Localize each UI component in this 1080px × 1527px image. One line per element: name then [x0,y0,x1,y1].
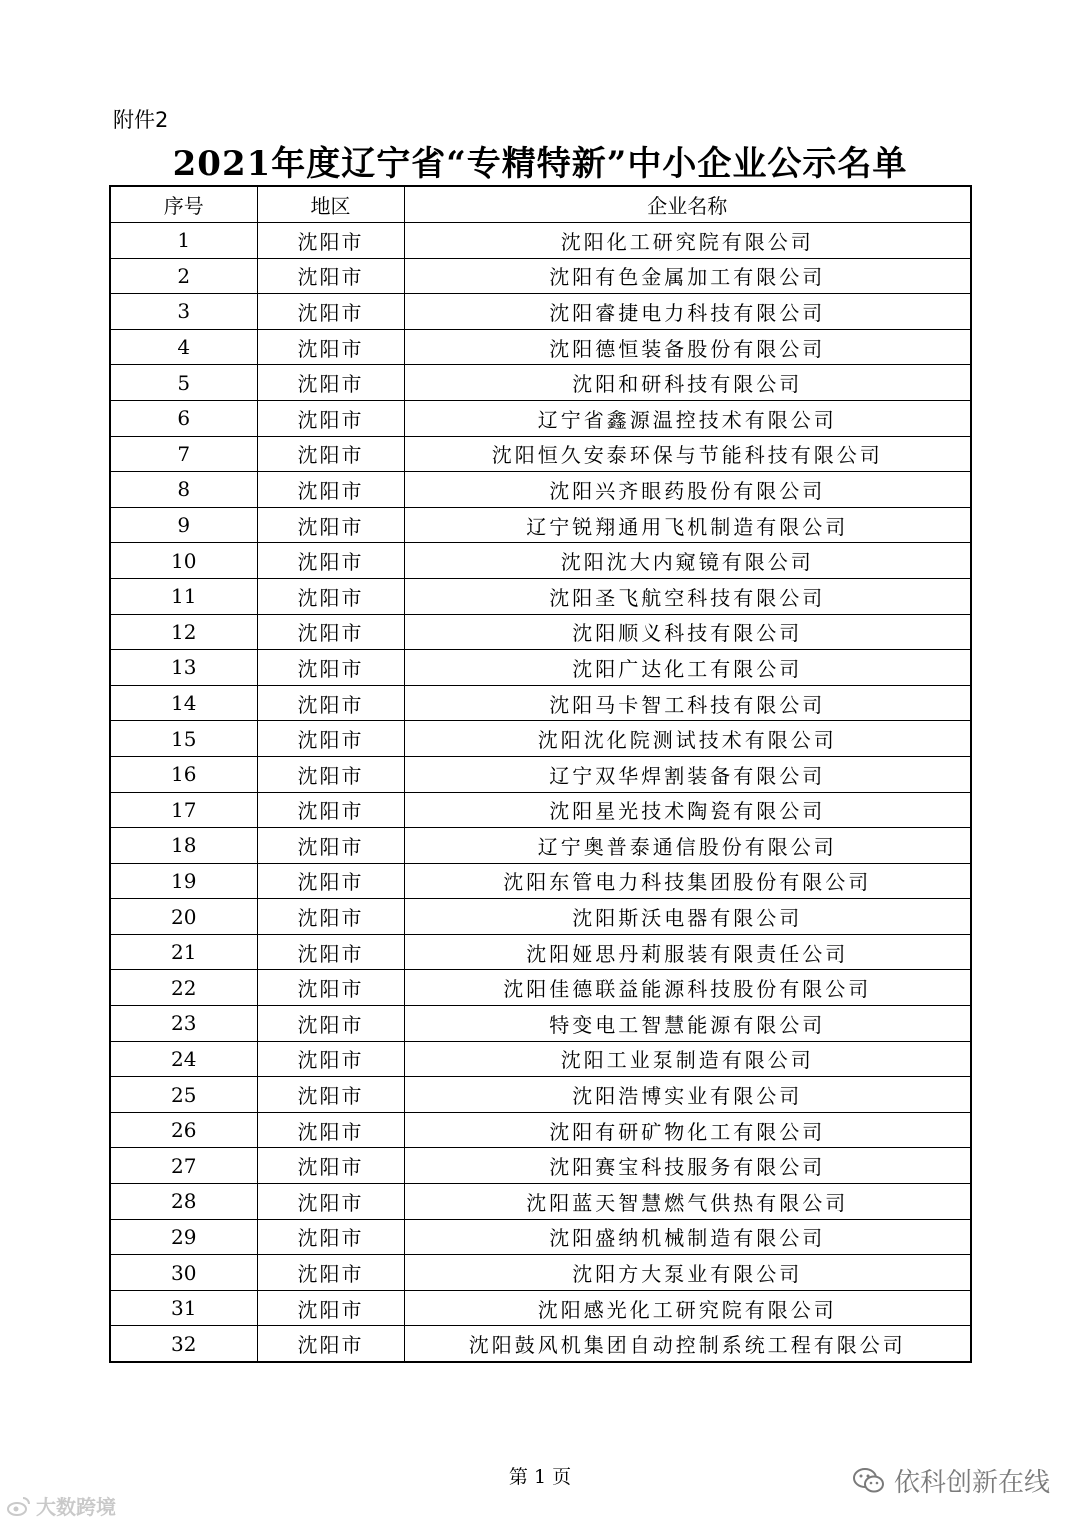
cell-serial-no: 7 [110,436,257,472]
cell-region: 沈阳市 [257,721,404,757]
cell-region: 沈阳市 [257,1290,404,1326]
cell-serial-no: 27 [110,1148,257,1184]
table-row [110,899,971,935]
table-row [110,1184,971,1220]
cell-region: 沈阳市 [257,258,404,294]
cell-serial-no: 29 [110,1219,257,1255]
cell-region: 沈阳市 [257,543,404,579]
cell-serial-no: 14 [110,685,257,721]
cell-serial-no: 32 [110,1326,257,1362]
cell-company-name: 沈阳睿捷电力科技有限公司 [404,294,971,330]
cell-company-name: 沈阳盛纳机械制造有限公司 [404,1219,971,1255]
cell-serial-no: 17 [110,792,257,828]
cell-company-name: 沈阳感光化工研究院有限公司 [404,1290,971,1326]
cell-serial-no: 22 [110,970,257,1006]
cell-company-name: 沈阳娅思丹莉服装有限责任公司 [404,934,971,970]
wechat-icon [852,1467,886,1495]
cell-serial-no: 30 [110,1255,257,1291]
cell-region: 沈阳市 [257,294,404,330]
cell-company-name: 沈阳工业泵制造有限公司 [404,1041,971,1077]
cell-serial-no: 6 [110,400,257,436]
table-row [110,1148,971,1184]
cell-company-name: 特变电工智慧能源有限公司 [404,1006,971,1042]
cell-company-name: 沈阳广达化工有限公司 [404,650,971,686]
table-row [110,970,971,1006]
cell-company-name: 沈阳浩博实业有限公司 [404,1077,971,1113]
cell-company-name: 沈阳恒久安泰环保与节能科技有限公司 [404,436,971,472]
cell-region: 沈阳市 [257,436,404,472]
page-number: 第 1 页 [508,1466,572,1488]
cell-region: 沈阳市 [257,329,404,365]
cell-company-name: 辽宁双华焊割装备有限公司 [404,756,971,792]
cell-company-name: 沈阳化工研究院有限公司 [404,223,971,259]
watermark-right [852,1462,1050,1499]
cell-serial-no: 18 [110,828,257,864]
cell-company-name: 沈阳赛宝科技服务有限公司 [404,1148,971,1184]
cell-serial-no: 8 [110,472,257,508]
cell-region: 沈阳市 [257,223,404,259]
table-row [110,436,971,472]
cell-company-name: 沈阳沈大内窥镜有限公司 [404,543,971,579]
cell-region: 沈阳市 [257,1041,404,1077]
cell-serial-no: 28 [110,1184,257,1220]
table-row [110,1219,971,1255]
cell-company-name: 辽宁奥普泰通信股份有限公司 [404,828,971,864]
table-row [110,1326,971,1362]
table-header-row [110,186,971,223]
table-row [110,400,971,436]
table-row [110,578,971,614]
cell-region: 沈阳市 [257,863,404,899]
cell-region: 沈阳市 [257,507,404,543]
watermark-right-text: 依科创新在线 [893,1468,1050,1498]
cell-serial-no: 9 [110,507,257,543]
cell-serial-no: 31 [110,1290,257,1326]
table-row [110,1006,971,1042]
cell-serial-no: 24 [110,1041,257,1077]
cell-region: 沈阳市 [257,792,404,828]
cell-region: 沈阳市 [257,400,404,436]
cell-region: 沈阳市 [257,1219,404,1255]
cell-company-name: 沈阳德恒装备股份有限公司 [404,329,971,365]
cell-company-name: 辽宁锐翔通用飞机制造有限公司 [404,507,971,543]
watermark-left [6,1491,116,1520]
header-company-name: 企业名称 [404,186,971,223]
watermark-left-text: 大数跨境 [36,1495,116,1519]
cell-company-name: 沈阳星光技术陶瓷有限公司 [404,792,971,828]
cell-serial-no: 20 [110,899,257,935]
table-row [110,329,971,365]
cell-company-name: 沈阳鼓风机集团自动控制系统工程有限公司 [404,1326,971,1362]
cell-region: 沈阳市 [257,685,404,721]
cell-serial-no: 3 [110,294,257,330]
table-row [110,1255,971,1291]
cell-serial-no: 5 [110,365,257,401]
cell-region: 沈阳市 [257,1077,404,1113]
cell-serial-no: 4 [110,329,257,365]
cell-region: 沈阳市 [257,650,404,686]
document-title: 2021年度辽宁省“专精特新”中小企业公示名单 [172,144,908,184]
table-row [110,1077,971,1113]
cell-region: 沈阳市 [257,828,404,864]
cell-company-name: 沈阳沈化院测试技术有限公司 [404,721,971,757]
cell-company-name: 辽宁省鑫源温控技术有限公司 [404,400,971,436]
table-row [110,792,971,828]
weibo-icon [6,1495,32,1517]
company-table [109,185,972,1363]
cell-serial-no: 19 [110,863,257,899]
cell-company-name: 沈阳有研矿物化工有限公司 [404,1112,971,1148]
cell-company-name: 沈阳东管电力科技集团股份有限公司 [404,863,971,899]
table-row [110,1112,971,1148]
cell-region: 沈阳市 [257,1326,404,1362]
cell-region: 沈阳市 [257,614,404,650]
cell-region: 沈阳市 [257,934,404,970]
cell-serial-no: 10 [110,543,257,579]
cell-company-name: 沈阳斯沃电器有限公司 [404,899,971,935]
table-row [110,863,971,899]
header-serial-no: 序号 [110,186,257,223]
header-region: 地区 [257,186,404,223]
cell-region: 沈阳市 [257,1148,404,1184]
table-row [110,934,971,970]
cell-region: 沈阳市 [257,472,404,508]
table-row [110,1041,971,1077]
cell-region: 沈阳市 [257,1184,404,1220]
cell-serial-no: 13 [110,650,257,686]
cell-region: 沈阳市 [257,756,404,792]
cell-region: 沈阳市 [257,970,404,1006]
cell-serial-no: 12 [110,614,257,650]
cell-serial-no: 26 [110,1112,257,1148]
cell-company-name: 沈阳兴齐眼药股份有限公司 [404,472,971,508]
cell-region: 沈阳市 [257,1112,404,1148]
table-row [110,223,971,259]
cell-company-name: 沈阳佳德联益能源科技股份有限公司 [404,970,971,1006]
cell-serial-no: 2 [110,258,257,294]
cell-company-name: 沈阳顺义科技有限公司 [404,614,971,650]
table-row [110,258,971,294]
cell-company-name: 沈阳方大泵业有限公司 [404,1255,971,1291]
table-row [110,685,971,721]
cell-serial-no: 15 [110,721,257,757]
table-row [110,828,971,864]
attachment-label: 附件2 [113,108,169,132]
table-row [110,294,971,330]
table-row [110,721,971,757]
table-row [110,543,971,579]
cell-serial-no: 21 [110,934,257,970]
cell-company-name: 沈阳圣飞航空科技有限公司 [404,578,971,614]
table-row [110,756,971,792]
cell-region: 沈阳市 [257,365,404,401]
table-row [110,614,971,650]
table-row [110,1290,971,1326]
table-row [110,507,971,543]
cell-serial-no: 23 [110,1006,257,1042]
cell-serial-no: 16 [110,756,257,792]
table-row [110,472,971,508]
cell-serial-no: 1 [110,223,257,259]
cell-region: 沈阳市 [257,1006,404,1042]
cell-region: 沈阳市 [257,899,404,935]
table-row [110,365,971,401]
cell-company-name: 沈阳有色金属加工有限公司 [404,258,971,294]
table-row [110,650,971,686]
cell-serial-no: 25 [110,1077,257,1113]
cell-company-name: 沈阳马卡智工科技有限公司 [404,685,971,721]
cell-serial-no: 11 [110,578,257,614]
cell-region: 沈阳市 [257,578,404,614]
cell-company-name: 沈阳和研科技有限公司 [404,365,971,401]
cell-region: 沈阳市 [257,1255,404,1291]
cell-company-name: 沈阳蓝天智慧燃气供热有限公司 [404,1184,971,1220]
